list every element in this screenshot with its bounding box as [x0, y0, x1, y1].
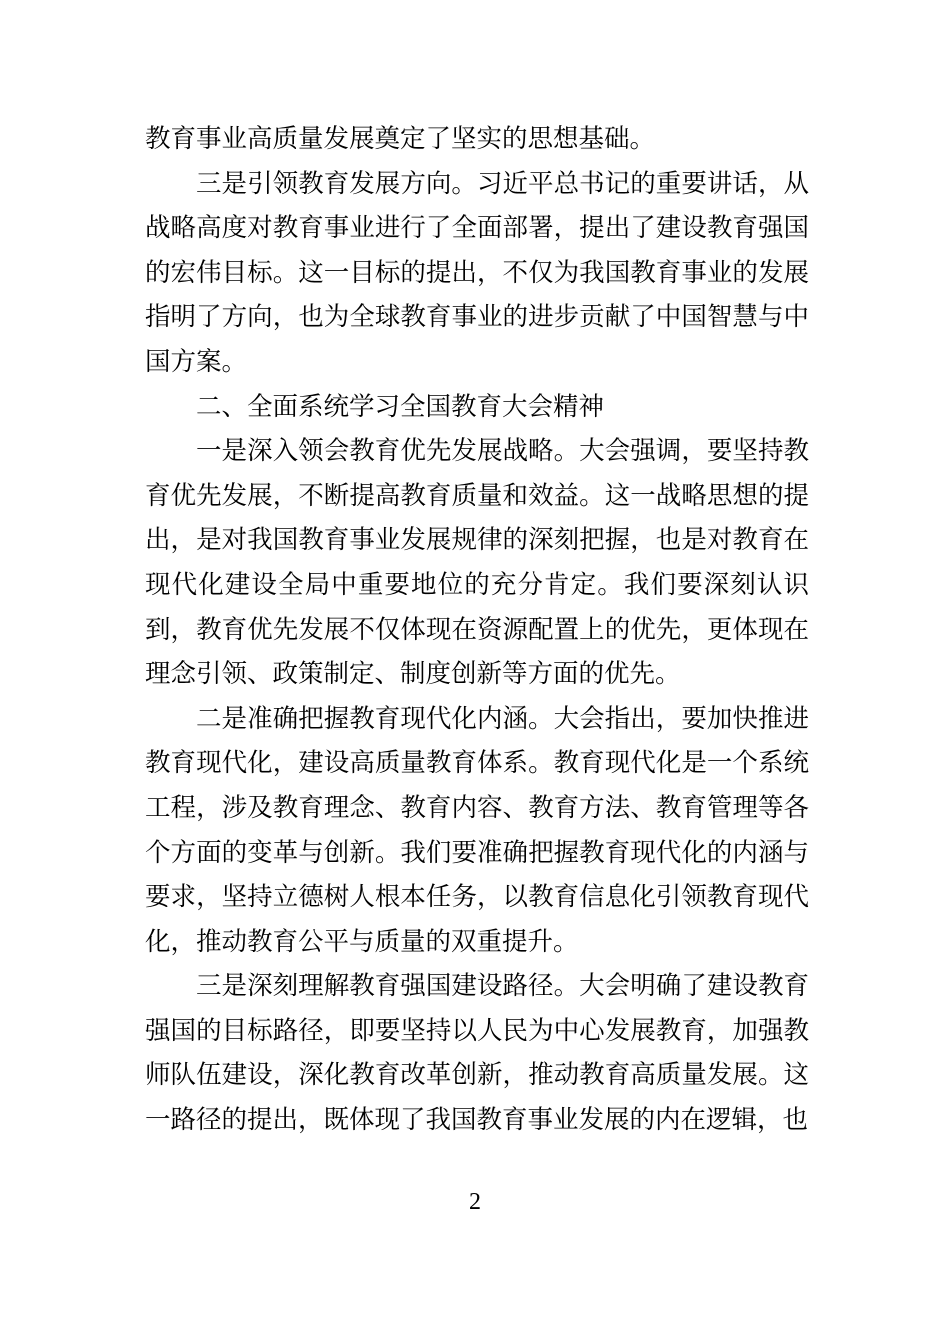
document-body [145, 117, 809, 1143]
page-number: 2 [469, 1189, 481, 1215]
paragraph-guide-direction: 三是引领教育发展方向。习近平总书记的重要讲话，从战略高度对教育事业进行了全面部署，提出了建设教育强国的宏伟目标。这一目标的提出，不仅为我国教育事业的发展指明了方向，也为全球教育事业的进步贡献了中国智慧与中国方案。 [145, 168, 809, 377]
section-heading: 二、全面系统学习全国教育大会精神 [196, 391, 605, 422]
paragraph-continuation: 教育事业高质量发展奠定了坚实的思想基础。 [145, 124, 656, 154]
paragraph-priority-strategy: 一是深入领会教育优先发展战略。大会强调，要坚持教育优先发展，不断提高教育质量和效益。这一战略思想的提出，是对我国教育事业发展规律的深刻把握，也是对教育在现代化建设全局中重要地位的充分肯定。我们要深刻认识到，教育优先发展不仅体现在资源配置上的优先，更体现在理念引领、政策制定、制度创新等方面的优先。 [145, 436, 809, 690]
paragraph-strong-nation-path: 三是深刻理解教育强国建设路径。大会明确了建设教育强国的目标路径，即要坚持以人民为中心发展教育，加强教师队伍建设，深化教育改革创新，推动教育高质量发展。这一路径的提出，既体现了我国教育事业发展的内在逻辑，也 [145, 971, 809, 1136]
paragraph-modernization: 二是准确把握教育现代化内涵。大会指出，要加快推进教育现代化，建设高质量教育体系。教育现代化是一个系统工程，涉及教育理念、教育内容、教育方法、教育管理等各个方面的变革与创新。我们要准确把握教育现代化的内涵与要求，坚持立德树人根本任务，以教育信息化引领教育现代化，推动教育公平与质量的双重提升。 [145, 703, 809, 957]
